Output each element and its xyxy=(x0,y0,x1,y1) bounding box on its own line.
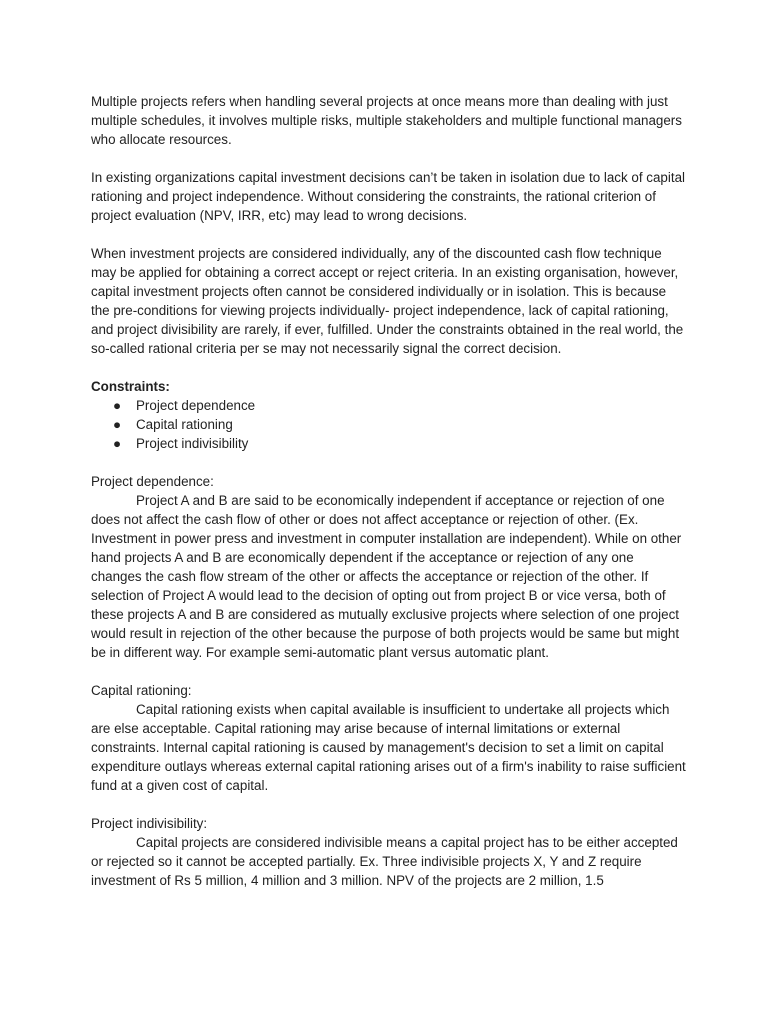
bullet-icon: ● xyxy=(113,436,122,451)
list-item xyxy=(113,434,688,453)
bullet-icon: ● xyxy=(113,398,122,413)
intro-paragraph: Multiple projects refers when handling several projects at once means more than dealing with just multiple schedules, it involves multiple risks, multiple stakeholders and multiple functional managers who allocate resources. xyxy=(91,94,682,147)
organizations-paragraph: In existing organizations capital investment decisions can’t be taken in isolation due to lack of capital rationing and project independence. Without considering the constraints, the rational criterion of project evaluation (NPV, IRR, etc) may lead to wrong decisions. xyxy=(91,170,685,223)
list-item xyxy=(113,396,688,415)
constraint-label: Capital rationing xyxy=(136,417,233,432)
list-item xyxy=(113,415,688,434)
constraints-list xyxy=(91,396,688,453)
constraint-label: Project dependence xyxy=(136,398,256,413)
investment-projects-paragraph: When investment projects are considered individually, any of the discounted cash flow technique may be applied for obtaining a correct accept or reject criteria. In an existing organisation, however, capital investment projects often cannot be considered individually or in isolation. This is because the pre-conditions for viewing projects individually- project independence, lack of capital rationing, and project divisibility are rarely, if ever, fulfilled. Under the constraints obtained in the real world, the so-called rational criteria per se may not necessarily signal the correct decision. xyxy=(91,246,684,356)
bullet-icon: ● xyxy=(113,417,122,432)
constraint-label: Project indivisibility xyxy=(136,436,249,451)
project-dependence-body: Project A and B are said to be economically independent if acceptance or rejection of one does not affect the cash flow of other or does not affect acceptance or rejection of other. (Ex. Investment in power press and investment in computer installation are independent). While on other hand projects A and B are economically dependent if the acceptance or rejection of any one changes the cash flow stream of the other or affects the acceptance or rejection of the other. If selection of Project A would lead to the decision of opting out from project B or vice versa, both of these projects A and B are considered as mutually exclusive projects where selection of one project would result in rejection of the other because the purpose of both projects would be same but might be in different way. For example semi-automatic plant versus automatic plant. xyxy=(91,493,682,660)
capital-rationing-body: Capital rationing exists when capital available is insufficient to undertake all projects which are else acceptable. Capital rationing may arise because of internal limitations or external constraints. Internal capital rationing is caused by management's decision to set a limit on capital expenditure outlays whereas external capital rationing arises out of a firm's inability to raise sufficient fund at a given cost of capital. xyxy=(91,702,686,793)
constraints-heading: Constraints: xyxy=(91,379,170,394)
project-dependence-title: Project dependence: xyxy=(91,474,214,489)
project-indivisibility-body: Capital projects are considered indivisible means a capital project has to be either accepted or rejected so it cannot be accepted partially. Ex. Three indivisible projects X, Y and Z require investment of Rs 5 million, 4 million and 3 million. NPV of the projects are 2 million, 1.5 xyxy=(91,835,678,888)
project-indivisibility-title: Project indivisibility: xyxy=(91,816,208,831)
capital-rationing-title: Capital rationing: xyxy=(91,683,192,698)
